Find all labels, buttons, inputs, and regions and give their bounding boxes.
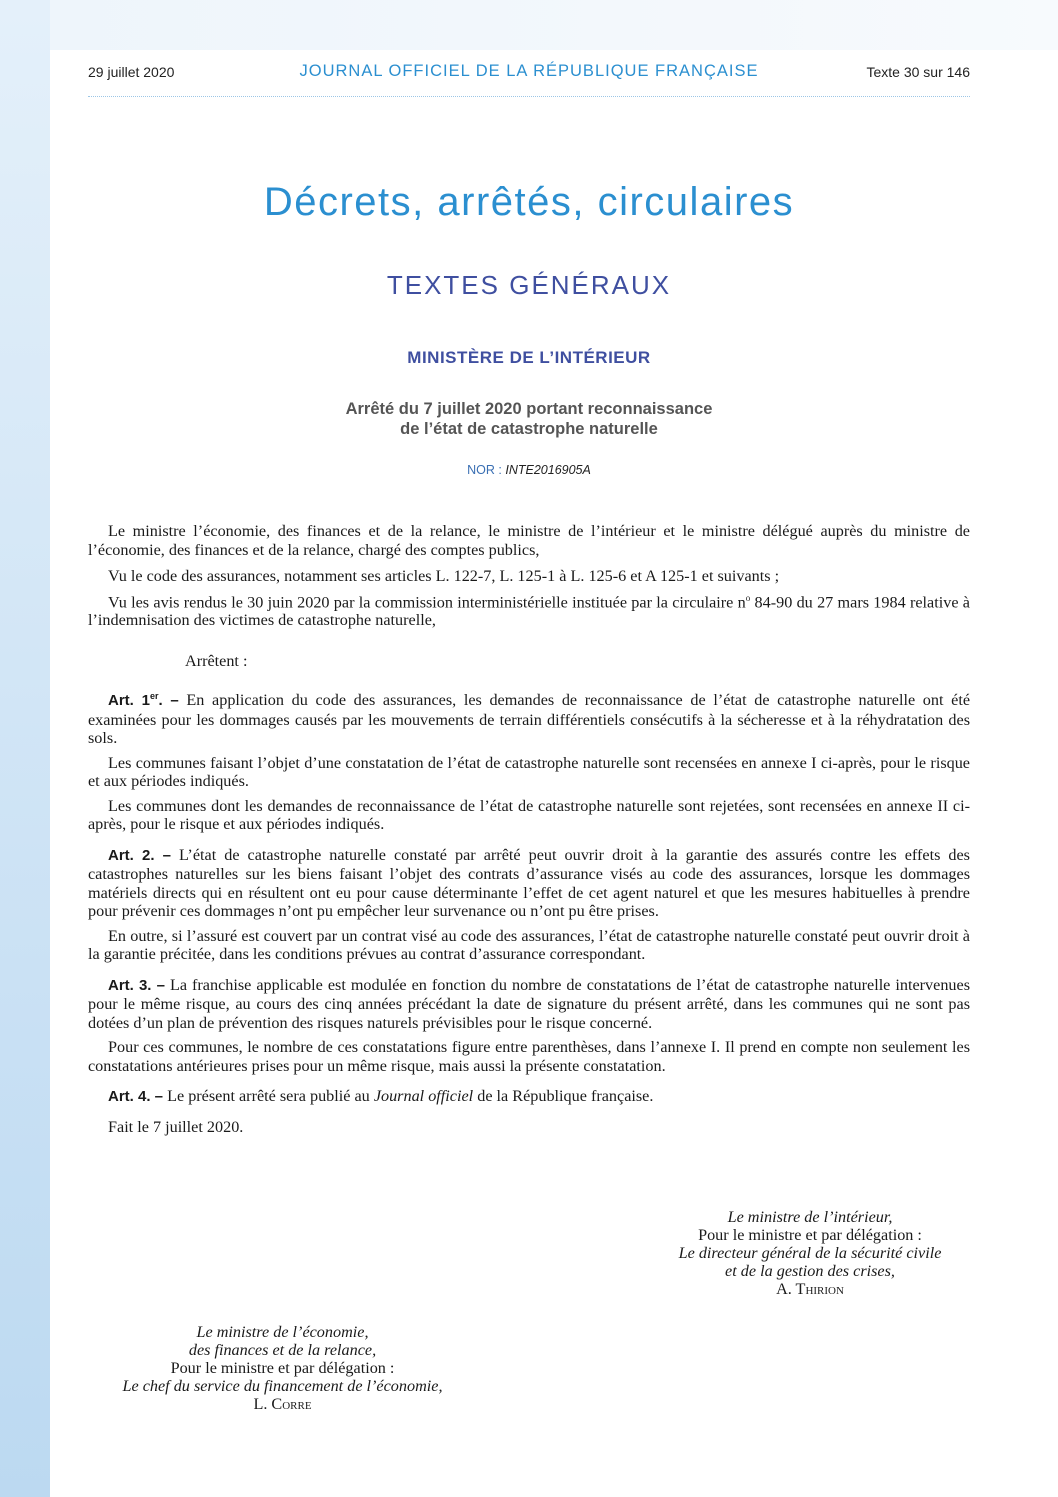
preamble-vu-code: Vu le code des assurances, notamment ses articles L. 122-7, L. 125-1 à L. 125-6 et A 125-1 et suivants ;	[108, 567, 780, 585]
signature-economy-name: L. Corre	[253, 1395, 312, 1413]
article-2-label: Art. 2. –	[108, 846, 171, 864]
fait-le: Fait le 7 juillet 2020.	[108, 1117, 244, 1136]
arretent: Arrêtent :	[185, 651, 248, 670]
header-date: 29 juillet 2020	[88, 64, 175, 80]
preamble-vu-avis	[88, 589, 970, 630]
article-4-label: Art. 4. –	[108, 1088, 164, 1106]
article-3-para-2: Pour ces communes, le nombre de ces constatations figure entre parenthèses, dans l’annexe I. Il prend en compte non seulement les constatations antérieures prises pour un même risque, mais aussi la présente constatation.	[88, 1038, 970, 1075]
article-1-para-1	[88, 687, 970, 748]
signature-interior-name: A. Thirion	[776, 1280, 844, 1298]
article-1-label	[108, 692, 179, 709]
journal-title: JOURNAL OFFICIEL DE LA RÉPUBLIQUE FRANÇAISE	[299, 62, 759, 80]
section-title: Décrets, arrêtés, circulaires	[263, 180, 795, 224]
nor-label: NOR :	[467, 463, 506, 477]
decree-title	[88, 399, 970, 439]
signature-economy-line-4: Le chef du service du financement de l’économie,	[122, 1377, 443, 1395]
header-divider	[88, 96, 970, 97]
signature-interior	[600, 1208, 1020, 1298]
article-3-text: La franchise applicable est modulée en fonction du nombre de constatations de l’état de catastrophe naturelle intervenues pour le même risque, au cours des cinq années précédant la date de signature du présent arrêté, dans les communes qui ne sont pas dotées d’un plan de prévention des risques naturels prévisibles pour le risque concerné.	[88, 975, 970, 1032]
article-3-para-1	[88, 976, 970, 1033]
article-2-para-2: En outre, si l’assuré est couvert par un contrat visé au code des assurances, l’état de catastrophe naturelle constaté peut ouvrir droit à la garantie précitée, dans les conditions prévues au contrat d’assurance correspondant.	[88, 926, 970, 964]
ministry-heading: MINISTÈRE DE L’INTÉRIEUR	[407, 348, 651, 367]
decree-title-line-2: de l’état de catastrophe naturelle	[400, 420, 658, 438]
page-reference: Texte 30 sur 146	[866, 64, 970, 80]
signature-economy-line-2: des finances et de la relance,	[188, 1341, 377, 1359]
signature-interior-line-3: Le directeur général de la sécurité civile	[678, 1244, 942, 1262]
article-4-text-1: Le présent arrêté sera publié au	[163, 1087, 374, 1106]
decree-body	[88, 522, 970, 1136]
preamble-ministers: Le ministre l’économie, des finances et de la relance, le ministre de l’intérieur et le ministre délégué auprès du ministre de l’économie, des finances et de la relance, chargé des comptes publics,	[88, 522, 970, 559]
preamble-vu-avis-text-1: Vu les avis rendus le 30 juin 2020 par la commission interministérielle instituée par la circulaire n	[108, 592, 746, 611]
section-subtitle: TEXTES GÉNÉRAUX	[386, 270, 672, 300]
article-1-para-3: Les communes dont les demandes de reconnaissance de l’état de catastrophe naturelle sont rejetées, sont recensées en annexe II ci-après, pour le risque et aux périodes indiqués.	[88, 796, 970, 834]
signature-economy-line-1: Le ministre de l’économie,	[196, 1323, 369, 1341]
page-header	[88, 62, 970, 84]
article-1-label-sup: er	[149, 691, 159, 702]
preamble-vu-avis-sup: o	[745, 592, 751, 603]
nor-code: INTE2016905A	[505, 463, 591, 477]
article-1-text: En application du code des assurances, les demandes de reconnaissance de l’état de catastrophe naturelle ont été examinées pour les dommages causés par les mouvements de terrain différentiels consécutifs à la sécheresse et à la réhydratation des sols.	[88, 691, 971, 748]
top-margin-band	[50, 0, 1058, 50]
article-2-para-1	[88, 846, 970, 921]
signature-interior-line-1: Le ministre de l’intérieur,	[727, 1208, 893, 1226]
signature-interior-line-2: Pour le ministre et par délégation :	[698, 1226, 922, 1244]
article-2-text: L’état de catastrophe naturelle constaté par arrêté peut ouvrir droit à la garantie des assurés contre les effets des catastrophes naturelles sur les biens faisant l’objet des contrats d’assurance visés au code des assurances, lorsque les dommages matériels directs qui en résultent ont eu pour cause déterminante l’effet de cet agent naturel et que les mesures habituelles à prendre pour prévenir ces dommages n’ont pu empêcher leur survenance ou n’ont pu être prises.	[88, 845, 970, 921]
signature-economy-line-3: Pour le ministre et par délégation :	[170, 1359, 395, 1377]
signature-interior-line-4: et de la gestion des crises,	[725, 1262, 895, 1280]
article-4-para-1	[88, 1087, 970, 1107]
preamble-vu-avis-text-2: 84-90 du 27 mars 1984 relative à l’indemnisation des victimes de catastrophe naturelle,	[88, 592, 970, 630]
article-4-text-2: de la République française.	[473, 1087, 654, 1106]
article-1-label-end: . –	[158, 692, 179, 710]
article-1-label-text: Art. 1	[108, 692, 150, 710]
signature-economy	[70, 1323, 495, 1413]
decree-title-line-1: Arrêté du 7 juillet 2020 portant reconnaissance	[345, 400, 713, 418]
left-margin-band	[0, 0, 50, 1497]
article-3-label: Art. 3. –	[108, 976, 165, 994]
article-1-para-2: Les communes faisant l’objet d’une constatation de l’état de catastrophe naturelle sont recensées en annexe I ci-après, pour le risque et aux périodes indiqués.	[88, 753, 970, 791]
article-4-journal-officiel: Journal officiel	[373, 1087, 474, 1106]
nor-reference	[88, 463, 970, 477]
